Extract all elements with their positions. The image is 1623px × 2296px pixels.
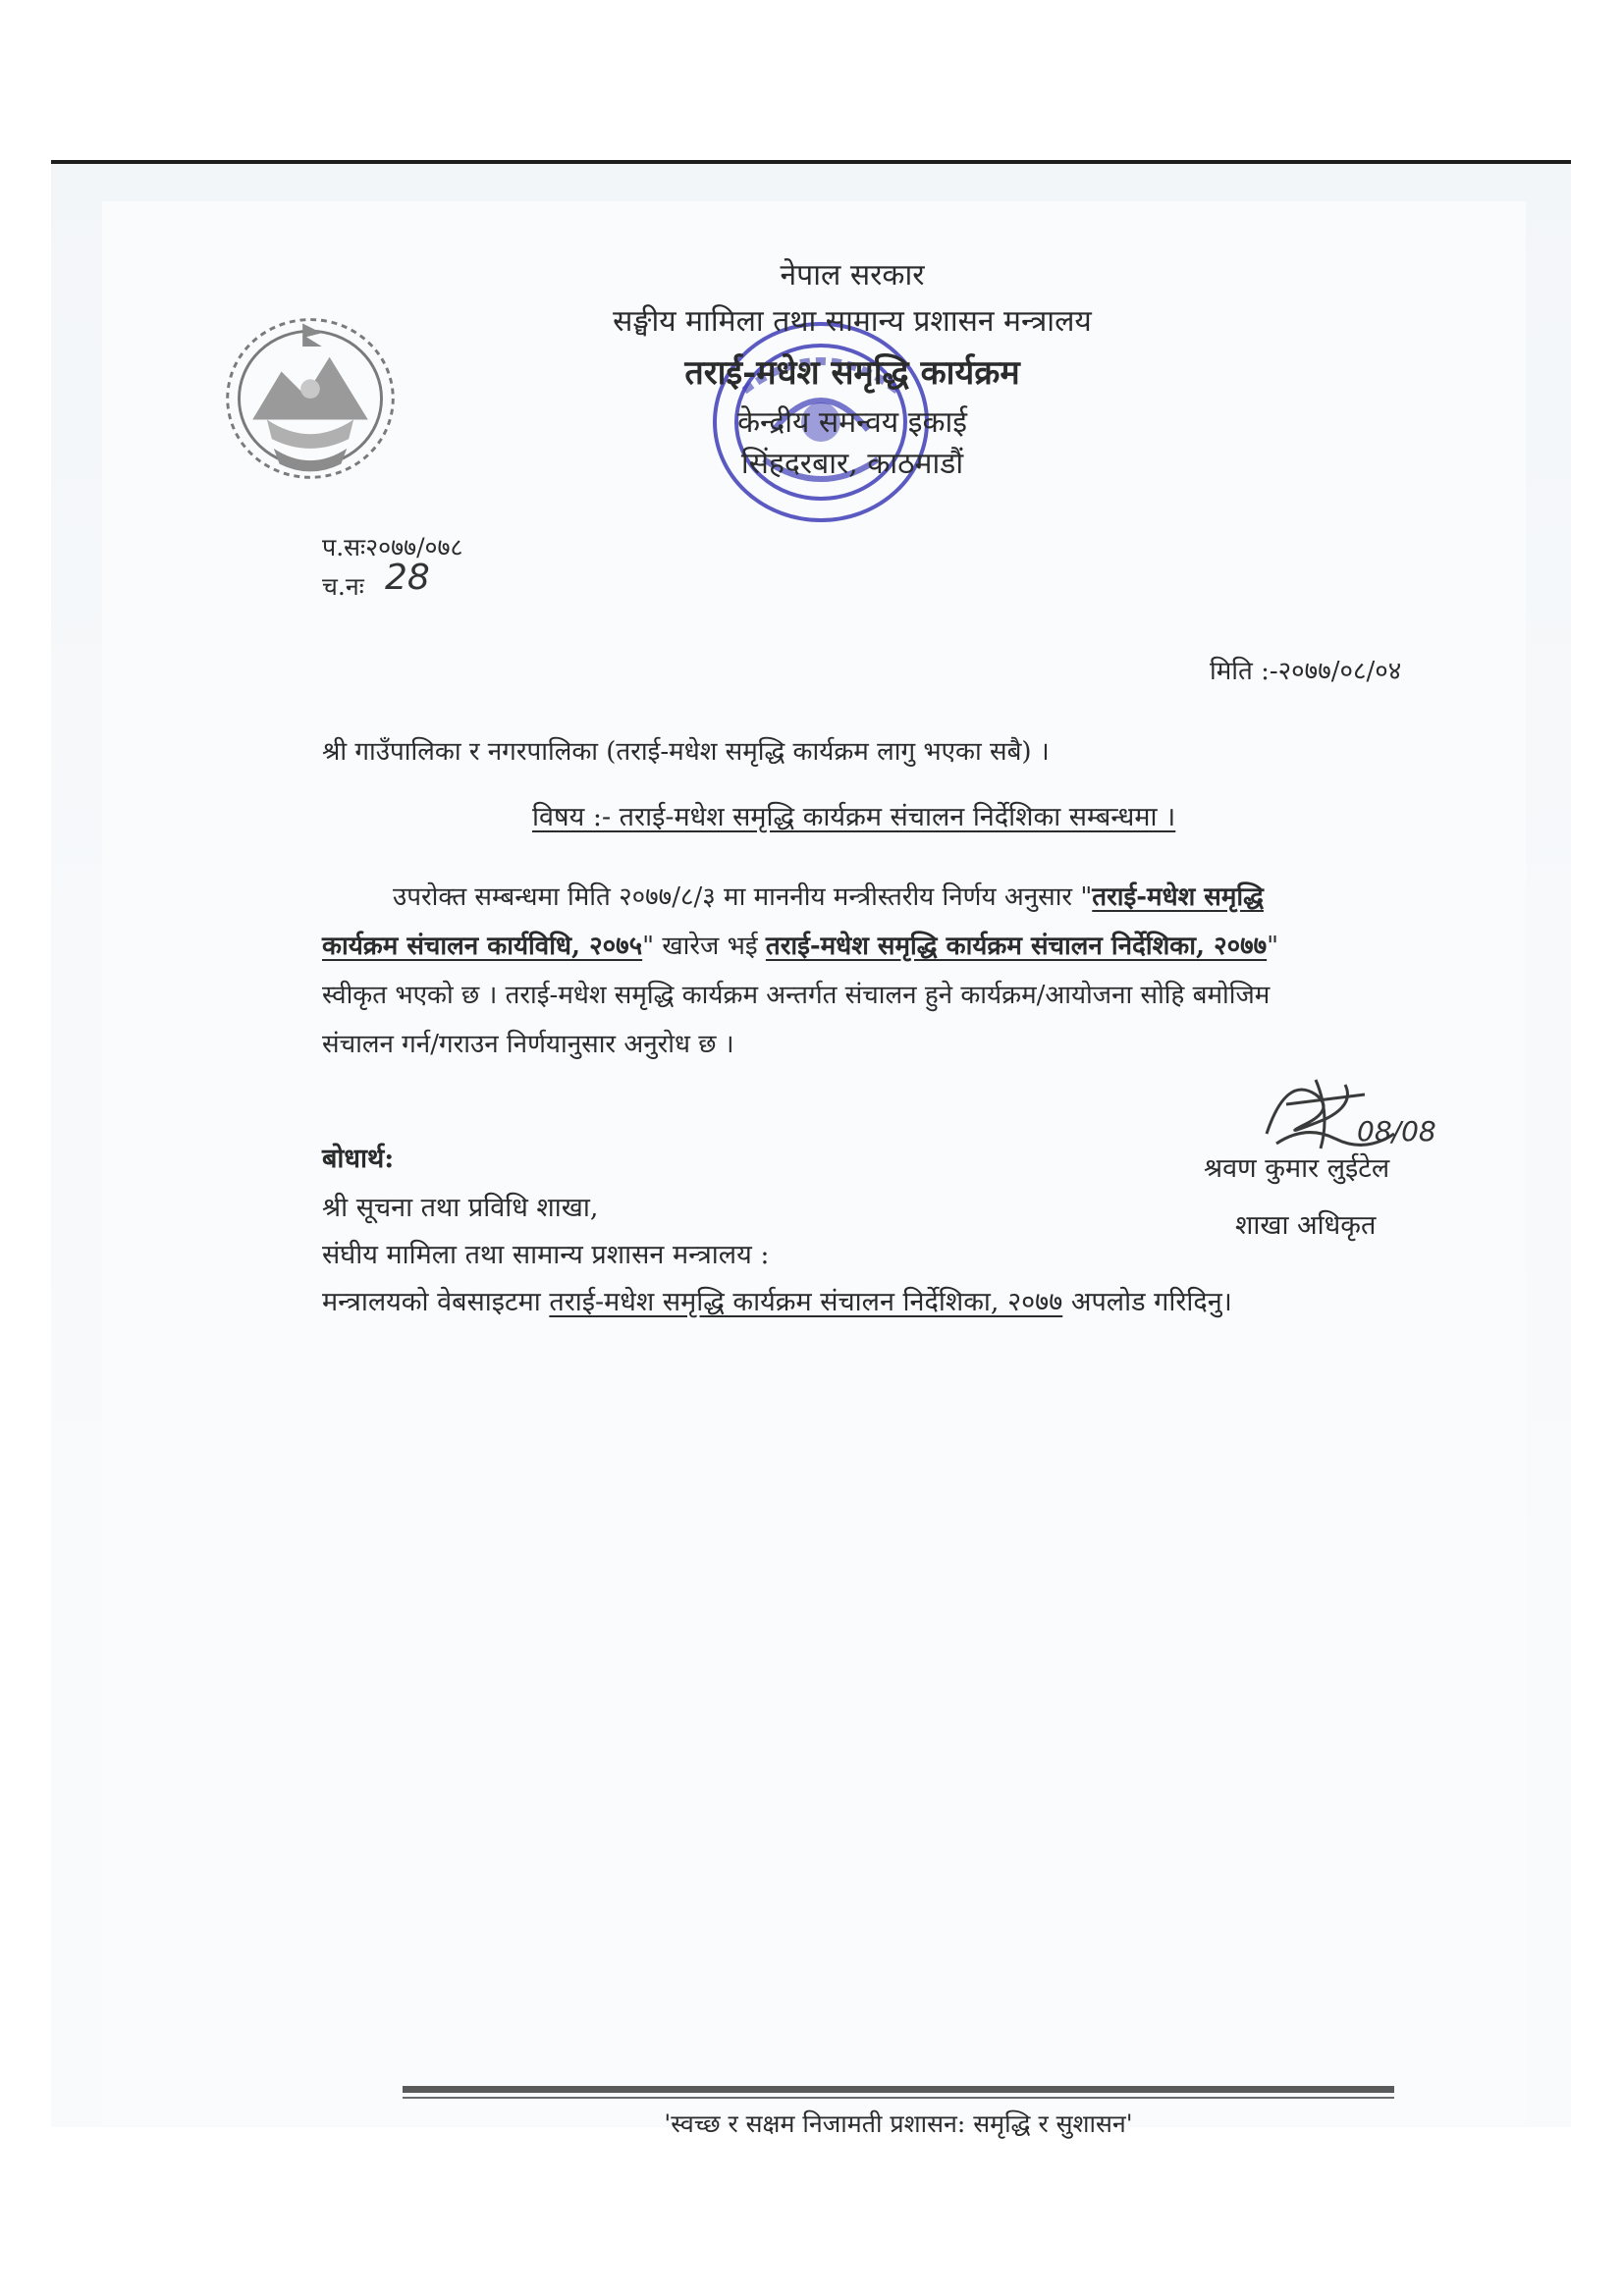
body-line-2 xyxy=(322,927,1278,962)
body-line-1 xyxy=(393,878,1264,913)
cc-line-3 xyxy=(322,1282,1232,1318)
header-ministry: सङ्घीय मामिला तथा सामान्य प्रशासन मन्त्रालय xyxy=(613,304,1092,339)
nepal-emblem-icon xyxy=(214,302,406,489)
patra-sankhya: प.सः२०७७/०७८ xyxy=(322,533,463,561)
header-program: तराई-मधेश समृद्धि कार्यक्रम xyxy=(684,353,1020,393)
header-location: सिंहदरबार, काठमाडौं xyxy=(740,447,964,481)
cc-line-3-guideline: तराई-मधेश समृद्धि कार्यक्रम संचालन निर्देशिका, २०७७ xyxy=(549,1287,1063,1317)
chalani-label: च.नः xyxy=(322,572,364,601)
body-line-2-old-procedure: कार्यक्रम संचालन कार्यविधि, २०७५ xyxy=(322,932,643,961)
body-line-1-emph: तराई-मधेश समृद्धि xyxy=(1092,882,1264,912)
subject: विषय :- तराई-मधेश समृद्धि कार्यक्रम संचालन निर्देशिका सम्बन्धमा । xyxy=(532,802,1176,832)
cc-heading: बोधार्थ: xyxy=(322,1144,395,1174)
signatory-name: श्रवण कुमार लुईटेल xyxy=(1204,1153,1390,1184)
body-line-4: संचालन गर्न/गराउन निर्णयानुसार अनुरोध छ । xyxy=(322,1030,734,1059)
signature-date: 08/08 xyxy=(1357,1115,1436,1148)
cc-line-3-text: मन्त्रालयको वेबसाइटमा xyxy=(322,1287,550,1317)
header-unit: केन्द्रीय समन्वय इकाई xyxy=(736,405,968,440)
cc-line-2: संघीय मामिला तथा सामान्य प्रशासन मन्त्रालय : xyxy=(322,1240,770,1270)
letter-date: मिति :-२०७७/०८/०४ xyxy=(1210,657,1402,686)
chalani-number: 28 xyxy=(385,558,430,598)
body-line-2-text: " खारेज भई xyxy=(642,932,766,961)
body-line-2-quote: " xyxy=(1267,932,1279,961)
signatory-title: शाखा अधिकृत xyxy=(1235,1210,1377,1241)
footer-rule-thin xyxy=(403,2097,1394,2099)
body-line-2-new-guideline: तराई-मधेश समृद्धि कार्यक्रम संचालन निर्देशिका, २०७७ xyxy=(765,932,1268,961)
cc-line-3-end: अपलोड गरिदिनु। xyxy=(1062,1287,1232,1317)
body-line-1-text: उपरोक्त सम्बन्धमा मिति २०७७/८/३ मा माननीय मन्त्रीस्तरीय निर्णय अनुसार " xyxy=(393,882,1093,912)
footer-motto: 'स्वच्छ र सक्षम निजामती प्रशासन: समृद्धि र सुशासन' xyxy=(664,2109,1133,2138)
cc-line-1: श्री सूचना तथा प्रविधि शाखा, xyxy=(322,1193,599,1223)
recipient: श्री गाउँपालिका र नगरपालिका (तराई-मधेश समृद्धि कार्यक्रम लागु भएका सबै) । xyxy=(322,737,1050,767)
header-government: नेपाल सरकार xyxy=(780,258,925,293)
footer-rule xyxy=(403,2086,1394,2093)
body-line-3: स्वीकृत भएको छ । तराई-मधेश समृद्धि कार्यक्रम अन्तर्गत संचालन हुने कार्यक्रम/आयोजना सोहि बमोजिम xyxy=(322,981,1271,1010)
